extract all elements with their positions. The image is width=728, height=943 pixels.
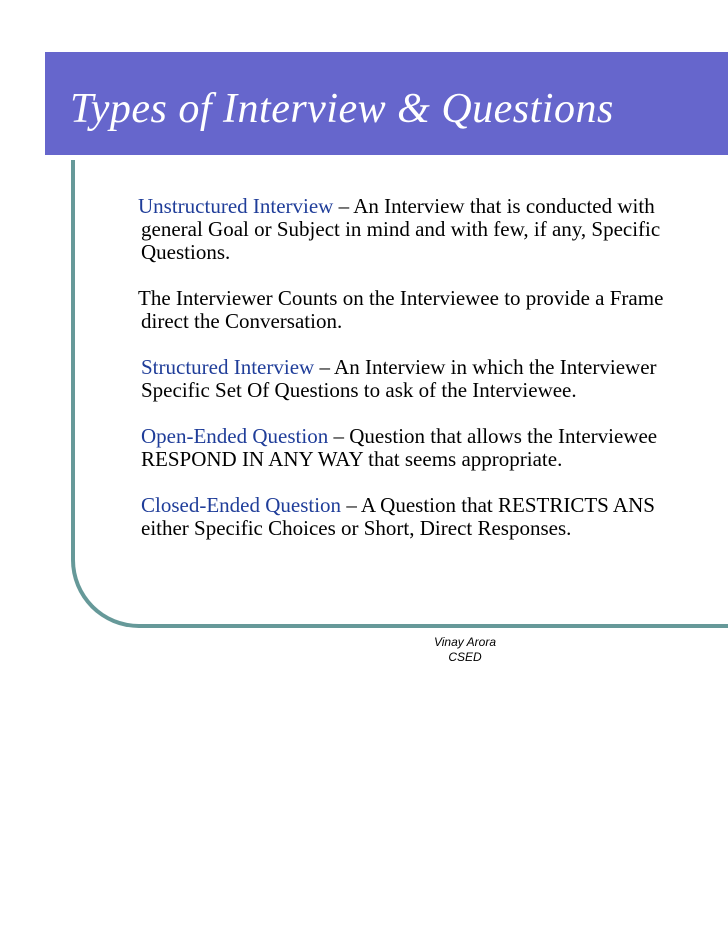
item-line: Specific Set Of Questions to ask of the Interviewee. <box>141 378 577 402</box>
item-unstructured-interview <box>138 194 728 264</box>
term-label: Structured Interview <box>141 355 315 379</box>
item-structured-interview <box>141 356 728 402</box>
item-line <box>141 494 728 517</box>
item-line: RESPOND IN ANY WAY that seems appropriate. <box>141 447 563 471</box>
term-label: Unstructured Interview <box>138 194 334 218</box>
item-line <box>141 425 728 448</box>
item-line: direct the Conversation. <box>141 309 343 333</box>
term-label: Closed-Ended Question <box>141 493 342 517</box>
item-text: – Question that allows the Interviewee <box>328 424 658 448</box>
item-line: general Goal or Subject in mind and with few, if any, Specific <box>141 217 661 241</box>
item-line: either Specific Choices or Short, Direct Responses. <box>141 516 572 540</box>
item-text: – An Interview that is conducted with <box>333 194 655 218</box>
item-line: The Interviewer Counts on the Interviewee to provide a Frame <box>138 286 664 310</box>
footer-author: Vinay Arora <box>433 635 497 649</box>
slide-title: Types of Interview & Questions <box>70 86 614 132</box>
item-line <box>138 195 728 218</box>
item-text: – A Question that RESTRICTS ANS <box>341 493 655 517</box>
item-open-ended-question <box>141 425 728 471</box>
item-text: – An Interview in which the Interviewer <box>314 355 657 379</box>
item-line <box>141 356 728 379</box>
footer-dept: CSED <box>448 650 482 664</box>
item-interviewer-counts <box>138 286 728 333</box>
item-line: Questions. <box>141 240 231 264</box>
item-closed-ended-question <box>141 494 728 540</box>
term-label: Open-Ended Question <box>141 424 329 448</box>
slide-content <box>138 194 728 563</box>
